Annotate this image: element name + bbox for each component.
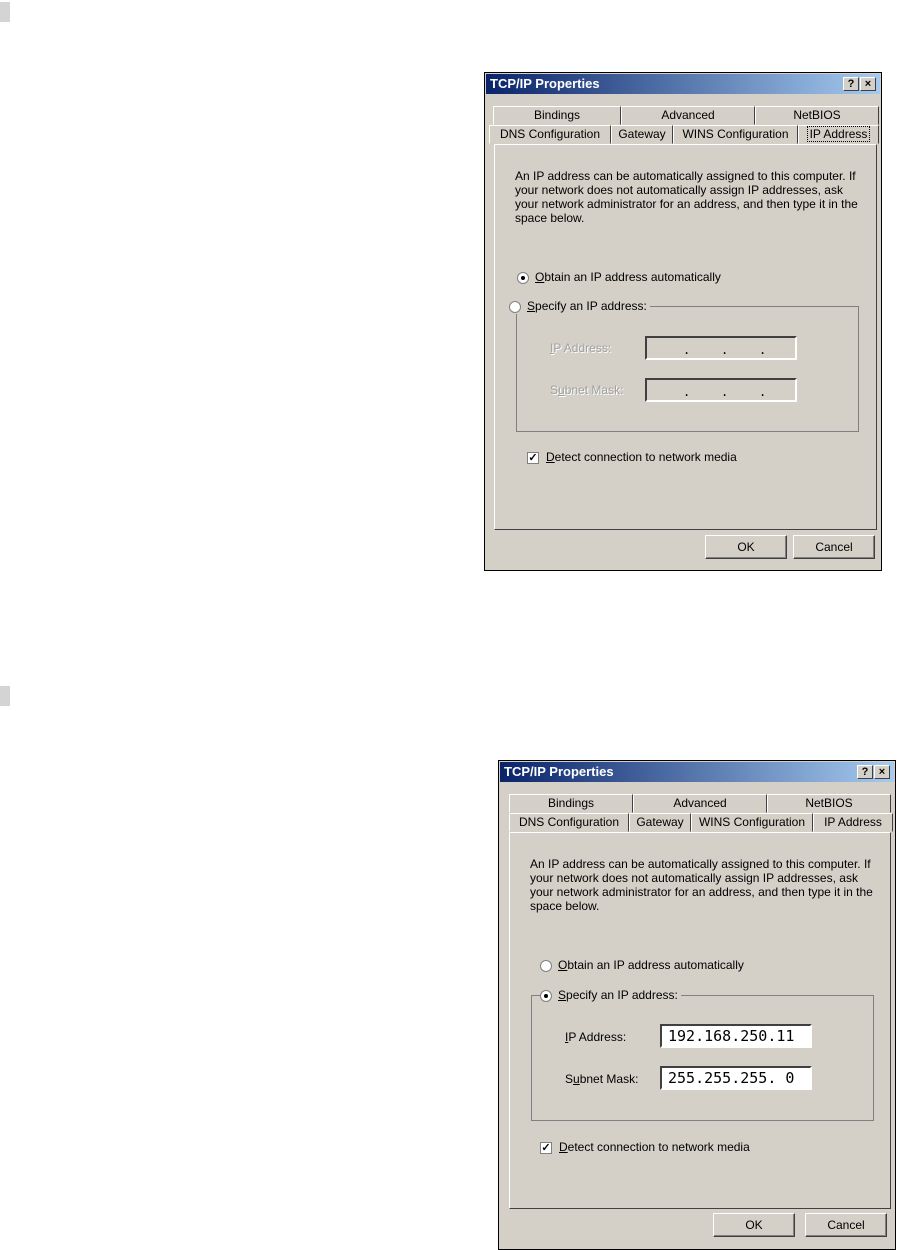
tab-netbios[interactable]: NetBIOS: [767, 794, 891, 813]
cancel-button[interactable]: Cancel: [805, 1213, 887, 1237]
ip-address-label: IP Address:: [565, 1030, 627, 1044]
radio-selected-icon: [517, 272, 529, 284]
radio-unselected-icon: [540, 960, 552, 972]
help-button[interactable]: ?: [843, 77, 859, 91]
tcpip-properties-dialog: [484, 72, 882, 571]
page-marker: [0, 686, 10, 706]
dialog-title: TCP/IP Properties: [490, 76, 600, 91]
specify-ip-groupbox: [531, 995, 874, 1121]
tab-gateway[interactable]: Gateway: [629, 813, 691, 832]
tab-advanced[interactable]: Advanced: [621, 106, 755, 125]
tab-gateway[interactable]: Gateway: [611, 125, 673, 144]
help-button[interactable]: ?: [857, 765, 873, 779]
specify-ip-radio[interactable]: Specify an IP address:: [509, 298, 650, 314]
dialog-title: TCP/IP Properties: [504, 764, 614, 779]
ok-button[interactable]: OK: [713, 1213, 795, 1237]
ip-address-panel: [494, 144, 877, 530]
obtain-ip-automatically-radio[interactable]: Obtain an IP address automatically: [540, 957, 744, 973]
tab-bindings[interactable]: Bindings: [509, 794, 633, 813]
ip-address-field[interactable]: 192.168.250.11: [660, 1024, 812, 1048]
specify-ip-groupbox: [516, 306, 859, 432]
subnet-mask-field[interactable]: 255.255.255. 0: [660, 1066, 812, 1090]
radio-selected-icon: [540, 990, 552, 1002]
title-bar: [486, 74, 880, 94]
close-button[interactable]: ×: [860, 77, 876, 91]
checkmark-icon: ✓: [541, 1141, 551, 1154]
page-marker: [0, 2, 10, 22]
tab-netbios[interactable]: NetBIOS: [755, 106, 879, 125]
checkmark-icon: ✓: [528, 451, 538, 464]
tab-wins-configuration[interactable]: WINS Configuration: [691, 813, 813, 832]
tab-wins-configuration[interactable]: WINS Configuration: [673, 125, 798, 144]
tab-row-2: [489, 125, 877, 144]
tab-ip-address[interactable]: IP Address: [813, 813, 893, 832]
tab-dns-configuration[interactable]: DNS Configuration: [489, 125, 611, 144]
radio-unselected-icon: [509, 301, 521, 313]
cancel-button[interactable]: Cancel: [793, 535, 875, 559]
subnet-mask-field[interactable]: . . .: [645, 378, 797, 402]
tab-row-2: [503, 813, 891, 832]
ip-address-panel: [509, 832, 891, 1209]
title-bar: [500, 762, 894, 782]
obtain-ip-automatically-radio[interactable]: Obtain an IP address automatically: [517, 269, 721, 285]
tab-row-1: [503, 794, 891, 813]
tab-row-1: [489, 106, 877, 125]
tab-dns-configuration[interactable]: DNS Configuration: [509, 813, 629, 832]
tab-bindings[interactable]: Bindings: [493, 106, 621, 125]
detect-network-media-checkbox[interactable]: ✓ Detect connection to network media: [528, 450, 737, 464]
detect-network-media-checkbox[interactable]: ✓ Detect connection to network media: [541, 1140, 750, 1154]
subnet-mask-label: Subnet Mask:: [550, 383, 624, 397]
description-text: An IP address can be automatically assigned to this computer. If your network does not automatically assign IP addresses, ask your network administrator for an address, and then type it in the space below.: [530, 857, 873, 913]
ip-address-field[interactable]: . . .: [645, 336, 797, 360]
description-text: An IP address can be automatically assigned to this computer. If your network does not automatically assign IP addresses, ask your network administrator for an address, and then type it in the space below.: [515, 169, 858, 225]
ip-address-label: IP Address:: [550, 341, 612, 355]
tab-ip-address[interactable]: IP Address: [798, 125, 879, 144]
close-button[interactable]: ×: [874, 765, 890, 779]
ok-button[interactable]: OK: [705, 535, 787, 559]
specify-ip-radio[interactable]: Specify an IP address:: [540, 987, 681, 1003]
tab-advanced[interactable]: Advanced: [633, 794, 767, 813]
tcpip-properties-dialog: [498, 760, 896, 1250]
subnet-mask-label: Subnet Mask:: [565, 1072, 639, 1086]
